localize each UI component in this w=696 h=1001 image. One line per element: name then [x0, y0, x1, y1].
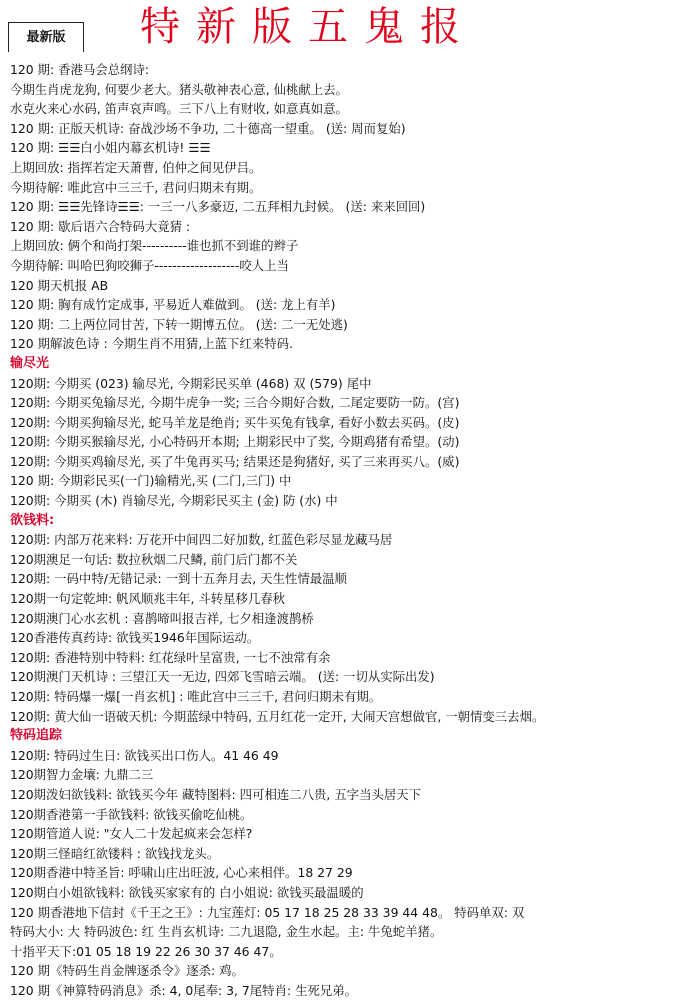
text-line: 120 期: 今期彩民买(一门)输精光,买 (二门,三门) 中	[10, 473, 292, 489]
text-line: 上期回放: 俩个和尚打架----------谁也抓不到谁的辫子	[10, 238, 299, 254]
section-heading: 欲钱料:	[10, 512, 55, 528]
text-line: 120 期: 正版天机诗: 奋战沙场不争功, 二十德高一望重。 (送: 周而复始)	[10, 120, 406, 136]
text-line: 120 期《特码生肖金牌逐杀令》逐杀: 鸡。	[10, 963, 244, 979]
text-line: 特码大小: 大 特码波色: 红 生肖玄机诗: 二九退隐, 金生水起。主: 牛兔蛇羊猪。	[10, 924, 443, 940]
text-line: 120期澳门天机诗 : 三望江天一无边, 四郊飞雪暗云端。 (送: 一切从实际出发)	[10, 669, 435, 685]
section-heading: 输尽光	[10, 355, 50, 371]
text-line: 120 期: 香港马会总纲诗:	[10, 62, 150, 77]
text-line: 120期白小姐欲钱料: 欲钱买家家有的 白小姐说: 欲钱买最温暖的	[10, 884, 364, 900]
text-line: 120 期: ☰☰先锋诗☰☰: 一三一八多豪迈, 二五拜相九封候。 (送: 来来回回)	[10, 199, 426, 215]
text-line: 120期: 今期买 (023) 输尽光, 今期彩民买单 (468) 双 (579) 尾中	[10, 375, 372, 391]
text-line: 120 期《神算特码消息》杀: 4, 0尾奉: 3, 7尾特肖: 生死兄弟。	[10, 982, 358, 998]
text-line: 120期: 特码过生日: 欲钱买出口伤人。41 46 49	[10, 747, 279, 763]
text-line: 120期澳足一句话: 数拉秋烟二尺鳞, 前门后门都不关	[10, 551, 298, 567]
page-header	[0, 0, 696, 58]
text-line: 十指平天下:01 05 18 19 22 26 30 37 46 47。	[10, 943, 282, 959]
text-line: 120 期: 歇后语六合特码大竟猜 :	[10, 218, 191, 234]
text-line: 120期: 内部万花来料: 万花开中间四二好加数, 红蓝色彩尽显龙藏马居	[10, 532, 393, 548]
latest-edition-badge: 最新版	[8, 22, 84, 52]
section-heading: 特码追踪	[10, 728, 63, 744]
text-line: 120期: 今期买 (木) 肖输尽光, 今期彩民买主 (金) 防 (水) 中	[10, 493, 338, 509]
text-line: 120 期香港地下信封《千王之王》: 九宝莲灯: 05 17 18 25 28 33 39 44 48。 特码单双: 双	[10, 904, 525, 920]
text-line: 120 期: ☰☰白小姐内幕玄机诗! ☰☰	[10, 140, 211, 156]
text-line: 120 期: 二上两位同甘苦, 下转一期博五位。 (送: 二一无处逃)	[10, 316, 348, 332]
text-line: 120期澳门心水玄机 : 喜鹊啼叫报吉祥, 七夕相逢渡鹊桥	[10, 610, 314, 626]
text-line: 120期管道人说: "女人二十发起疯来会怎样?	[10, 826, 253, 842]
text-line: 120 期天机报 AB	[10, 277, 109, 293]
text-line: 120期三怪暗红欲镂料 : 欲钱找龙头。	[10, 845, 220, 861]
text-line: 120期智力金壤: 九鼎二三	[10, 767, 154, 783]
text-line: 120 期解波色诗 : 今期生肖不用猜,上蓝下红来特码.	[10, 336, 293, 352]
text-line: 120期: 特码爆一爆[一肖玄机] : 唯此宫中三三千, 君问归期未有期。	[10, 689, 382, 704]
page-title: 特新版五鬼报	[140, 4, 476, 50]
text-line: 120香港传真药诗: 欲钱买1946年国际运动。	[10, 630, 260, 646]
document-body	[10, 60, 692, 1001]
text-line: 120期: 一码中特/无错记录: 一到十五奔月去, 天生性情最温顺	[10, 571, 347, 587]
text-line: 今期待解: 叫哈巴狗咬狮子-------------------咬人上当	[10, 257, 289, 273]
text-line: 今期生肖虎龙狗, 何要少老大。猪头敬神表心意, 仙桃献上去。	[10, 81, 348, 97]
text-line: 120期: 今期买鸡输尽光, 买了牛兔再买马; 结果还是狗猪好, 买了三来再买八。(威)	[10, 453, 460, 469]
text-line: 今期待解: 唯此宫中三三千, 君问归期未有期。	[10, 179, 262, 195]
text-line: 120期: 香港特别中特料: 红花绿叶呈富贵, 一七不浊常有余	[10, 649, 331, 665]
text-line: 上期回放: 指挥若定天萧曹, 伯仲之间见伊吕。	[10, 159, 262, 175]
text-line: 120期: 今期买狗输尽光, 蛇马羊龙是绝肖; 买牛买兔有钱拿, 看好小数去买码。(皮)	[10, 414, 460, 430]
text-line: 120期一句定乾坤: 帆风顺兆丰年, 斗转星移几春秋	[10, 591, 286, 607]
text-line: 120期: 今期买猴输尽光, 小心特码开本期; 上期彩民中了奖, 今期鸡猪有希望。(动)	[10, 434, 460, 450]
text-line: 120期泼妇欲钱料: 欲钱买今年 藏特图料: 四可相连二八贵, 五字当头居天下	[10, 786, 422, 802]
text-line: 水克火来心水码, 笛声哀声鸣。三下八上有财收, 如意真如意。	[10, 101, 348, 117]
text-line: 120期香港中特圣旨: 呼啸山庄出旺波, 心心来相伴。18 27 29	[10, 865, 353, 881]
text-line: 120期: 今期买兔输尽光, 今期牛虎争一奖; 三合今期好合数, 二尾定要防一防。(宫)	[10, 395, 460, 411]
text-line: 120期: 黄大仙一语破天机: 今期蓝绿中特码, 五月红花一定开, 大闹天宫想做官, 一朝情变三去烟。	[10, 708, 545, 724]
text-line: 120期香港第一手欲钱料: 欲钱买偷吃仙桃。	[10, 806, 253, 822]
text-line: 120 期: 胸有成竹定成事, 平易近人难做到。 (送: 龙上有羊)	[10, 297, 336, 313]
